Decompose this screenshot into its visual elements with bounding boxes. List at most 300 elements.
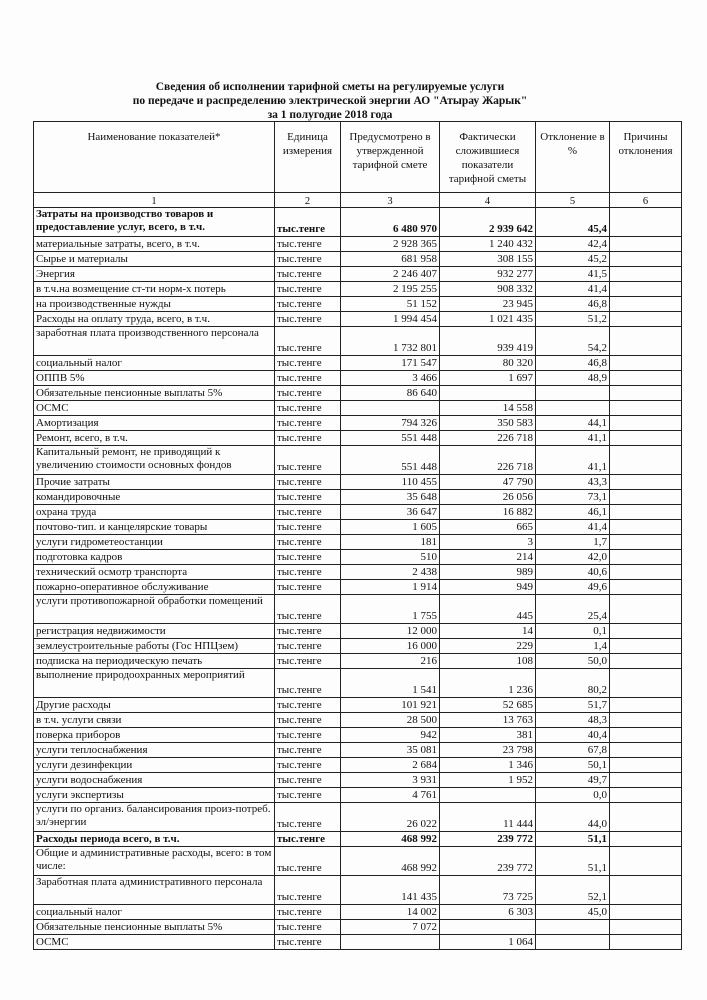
row-actual-value: 13 763 [440,713,536,728]
row-planned-value: 171 547 [341,356,440,371]
row-deviation-percent: 44,0 [536,803,610,832]
row-unit: тыс.тенге [275,401,341,416]
row-unit: тыс.тенге [275,580,341,595]
table-row [34,252,682,267]
row-deviation-percent: 54,2 [536,327,610,356]
row-name: услуги дезинфекции [34,758,275,773]
table-row [34,698,682,713]
row-unit: тыс.тенге [275,565,341,580]
row-deviation-percent: 48,9 [536,371,610,386]
table-row [34,356,682,371]
row-name: Затраты на производство товаров и предоставление услуг, всего, в т.ч. [34,208,275,237]
title-line-3: за 1 полугодие 2018 года [267,109,393,121]
column-number-row [34,193,682,208]
row-unit: тыс.тенге [275,935,341,950]
row-reason [610,237,682,252]
row-deviation-percent: 45,2 [536,252,610,267]
row-name: технический осмотр транспорта [34,565,275,580]
row-actual-value: 6 303 [440,905,536,920]
table-row [34,416,682,431]
row-reason [610,624,682,639]
row-deviation-percent: 51,7 [536,698,610,713]
row-reason [610,490,682,505]
row-reason [610,920,682,935]
row-actual-value: 1 021 435 [440,312,536,327]
row-actual-value: 1 697 [440,371,536,386]
row-name: Обязательные пенсионные выплаты 5% [34,386,275,401]
table-row [34,847,682,876]
row-actual-value: 16 882 [440,505,536,520]
row-actual-value: 226 718 [440,431,536,446]
row-reason [610,832,682,847]
row-name: Прочие затраты [34,475,275,490]
row-actual-value: 989 [440,565,536,580]
header-actual: Фактически сложившиеся показатели тарифной сметы [440,122,536,193]
row-reason [610,520,682,535]
table-row [34,208,682,237]
row-planned-value: 6 480 970 [341,208,440,237]
row-deviation-percent: 49,6 [536,580,610,595]
table-row [34,237,682,252]
row-reason [610,327,682,356]
row-unit: тыс.тенге [275,312,341,327]
row-unit: тыс.тенге [275,237,341,252]
row-planned-value: 2 246 407 [341,267,440,282]
row-planned-value: 16 000 [341,639,440,654]
row-planned-value: 551 448 [341,431,440,446]
table-row [34,550,682,565]
table-row [34,386,682,401]
row-deviation-percent: 67,8 [536,743,610,758]
table-row [34,876,682,905]
row-unit: тыс.тенге [275,713,341,728]
table-row [34,788,682,803]
row-reason [610,654,682,669]
row-name: социальный налог [34,905,275,920]
table-row [34,267,682,282]
row-name: услуги по организ. балансирования произ-потреб. эл/энергии [34,803,275,832]
row-unit: тыс.тенге [275,595,341,624]
table-row [34,639,682,654]
row-unit: тыс.тенге [275,356,341,371]
row-planned-value: 12 000 [341,624,440,639]
table-row [34,920,682,935]
row-deviation-percent: 50,1 [536,758,610,773]
row-deviation-percent: 1,4 [536,639,610,654]
row-planned-value: 2 928 365 [341,237,440,252]
row-name: выполнение природоохранных мероприятий [34,669,275,698]
row-deviation-percent: 80,2 [536,669,610,698]
row-unit: тыс.тенге [275,550,341,565]
row-planned-value: 468 992 [341,847,440,876]
row-reason [610,788,682,803]
row-reason [610,639,682,654]
row-actual-value: 47 790 [440,475,536,490]
row-name: Амортизация [34,416,275,431]
row-unit: тыс.тенге [275,208,341,237]
row-unit: тыс.тенге [275,446,341,475]
row-actual-value: 1 952 [440,773,536,788]
row-deviation-percent: 42,0 [536,550,610,565]
row-name: подготовка кадров [34,550,275,565]
row-reason [610,905,682,920]
row-name: материальные затраты, всего, в т.ч. [34,237,275,252]
row-name: ОППВ 5% [34,371,275,386]
row-planned-value: 2 195 255 [341,282,440,297]
row-deviation-percent: 46,1 [536,505,610,520]
row-name: Расходы на оплату труда, всего, в т.ч. [34,312,275,327]
row-planned-value: 86 640 [341,386,440,401]
row-name: Другие расходы [34,698,275,713]
row-planned-value: 551 448 [341,446,440,475]
row-name: Обязательные пенсионные выплаты 5% [34,920,275,935]
row-planned-value: 101 921 [341,698,440,713]
row-actual-value: 73 725 [440,876,536,905]
row-reason [610,312,682,327]
row-deviation-percent: 51,2 [536,312,610,327]
row-name: Сырье и материалы [34,252,275,267]
row-name: регистрация недвижимости [34,624,275,639]
row-planned-value: 51 152 [341,297,440,312]
row-unit: тыс.тенге [275,386,341,401]
row-deviation-percent: 45,4 [536,208,610,237]
row-unit: тыс.тенге [275,267,341,282]
row-actual-value: 108 [440,654,536,669]
row-unit: тыс.тенге [275,773,341,788]
row-actual-value: 52 685 [440,698,536,713]
row-unit: тыс.тенге [275,639,341,654]
table-row [34,401,682,416]
row-deviation-percent: 40,4 [536,728,610,743]
row-reason [610,743,682,758]
table-row [34,312,682,327]
row-unit: тыс.тенге [275,282,341,297]
table-body [34,208,682,950]
row-deviation-percent: 41,1 [536,446,610,475]
row-name: услуги гидрометеостанции [34,535,275,550]
row-deviation-percent: 46,8 [536,297,610,312]
title-line-1: Сведения об исполнении тарифной сметы на регулируемые услуги [155,81,505,93]
row-name: в т.ч. услуги связи [34,713,275,728]
row-reason [610,475,682,490]
row-name: услуги экспертизы [34,788,275,803]
row-unit: тыс.тенге [275,905,341,920]
table-row [34,520,682,535]
row-name: подписка на периодическую печать [34,654,275,669]
row-planned-value: 2 684 [341,758,440,773]
table-row [34,669,682,698]
table-row [34,743,682,758]
table-row [34,282,682,297]
row-reason [610,565,682,580]
row-planned-value: 110 455 [341,475,440,490]
table-row [34,758,682,773]
row-unit: тыс.тенге [275,803,341,832]
row-actual-value: 1 236 [440,669,536,698]
row-actual-value [440,386,536,401]
row-unit: тыс.тенге [275,788,341,803]
column-number: 1 [34,193,275,208]
row-actual-value: 229 [440,639,536,654]
row-deviation-percent [536,920,610,935]
row-planned-value: 1 732 801 [341,327,440,356]
column-number: 2 [275,193,341,208]
row-deviation-percent: 0,1 [536,624,610,639]
table-row [34,371,682,386]
row-planned-value: 14 002 [341,905,440,920]
row-planned-value: 26 022 [341,803,440,832]
row-name: ОСМС [34,935,275,950]
row-unit: тыс.тенге [275,669,341,698]
document-title [60,80,600,122]
row-unit: тыс.тенге [275,416,341,431]
row-unit: тыс.тенге [275,624,341,639]
row-name: поверка приборов [34,728,275,743]
table-row [34,505,682,520]
table-row [34,490,682,505]
header-reasons: Причины отклонения [610,122,682,193]
table-row [34,905,682,920]
row-deviation-percent: 0,0 [536,788,610,803]
row-unit: тыс.тенге [275,535,341,550]
row-name: охрана труда [34,505,275,520]
row-deviation-percent: 49,7 [536,773,610,788]
row-planned-value: 942 [341,728,440,743]
row-unit: тыс.тенге [275,832,341,847]
row-name: услуги теплоснабжения [34,743,275,758]
row-reason [610,371,682,386]
row-deviation-percent: 42,4 [536,237,610,252]
table-row [34,728,682,743]
row-reason [610,386,682,401]
row-planned-value: 3 931 [341,773,440,788]
row-deviation-percent: 50,0 [536,654,610,669]
row-planned-value: 1 914 [341,580,440,595]
row-planned-value [341,401,440,416]
table-row [34,595,682,624]
row-deviation-percent: 51,1 [536,832,610,847]
row-reason [610,713,682,728]
row-deviation-percent: 41,5 [536,267,610,282]
header-deviation: Отклонение в % [536,122,610,193]
table-header-row [34,122,682,193]
row-actual-value: 350 583 [440,416,536,431]
row-planned-value: 2 438 [341,565,440,580]
row-unit: тыс.тенге [275,371,341,386]
row-deviation-percent: 43,3 [536,475,610,490]
row-actual-value: 80 320 [440,356,536,371]
row-deviation-percent: 1,7 [536,535,610,550]
table-row [34,803,682,832]
row-actual-value: 2 939 642 [440,208,536,237]
row-unit: тыс.тенге [275,520,341,535]
tariff-estimate-table [33,121,682,950]
row-actual-value: 239 772 [440,847,536,876]
row-reason [610,282,682,297]
column-number: 4 [440,193,536,208]
row-reason [610,758,682,773]
table-row [34,565,682,580]
row-planned-value: 794 326 [341,416,440,431]
row-reason [610,580,682,595]
title-line-2: по передаче и распределению электрической энергии АО "Атырау Жарык" [132,95,528,107]
row-planned-value: 36 647 [341,505,440,520]
row-planned-value: 681 958 [341,252,440,267]
row-actual-value: 1 346 [440,758,536,773]
row-deviation-percent: 41,1 [536,431,610,446]
row-name: Общие и административные расходы, всего: в том числе: [34,847,275,876]
row-planned-value: 1 994 454 [341,312,440,327]
row-reason [610,698,682,713]
table-row [34,624,682,639]
row-reason [610,876,682,905]
table-row [34,580,682,595]
column-number: 3 [341,193,440,208]
row-actual-value: 1 240 432 [440,237,536,252]
table-row [34,297,682,312]
row-deviation-percent: 40,6 [536,565,610,580]
row-actual-value: 949 [440,580,536,595]
row-reason [610,803,682,832]
row-actual-value: 14 [440,624,536,639]
row-reason [610,535,682,550]
row-actual-value: 239 772 [440,832,536,847]
row-planned-value: 1 755 [341,595,440,624]
row-unit: тыс.тенге [275,505,341,520]
row-planned-value: 468 992 [341,832,440,847]
row-planned-value: 28 500 [341,713,440,728]
row-actual-value: 665 [440,520,536,535]
row-deviation-percent [536,935,610,950]
row-planned-value: 35 081 [341,743,440,758]
row-name: на производственные нужды [34,297,275,312]
row-unit: тыс.тенге [275,743,341,758]
row-actual-value: 3 [440,535,536,550]
row-name: пожарно-оперативное обслуживание [34,580,275,595]
row-deviation-percent [536,386,610,401]
row-name: услуги водоснабжения [34,773,275,788]
row-unit: тыс.тенге [275,297,341,312]
row-planned-value: 181 [341,535,440,550]
row-actual-value: 939 419 [440,327,536,356]
row-reason [610,267,682,282]
table-row [34,773,682,788]
row-actual-value: 908 332 [440,282,536,297]
row-planned-value [341,935,440,950]
row-reason [610,356,682,371]
row-deviation-percent: 41,4 [536,520,610,535]
row-planned-value: 7 072 [341,920,440,935]
table-row [34,431,682,446]
row-name: Капитальный ремонт, не приводящий к увеличению стоимости основных фондов [34,446,275,475]
row-actual-value: 23 945 [440,297,536,312]
row-deviation-percent: 51,1 [536,847,610,876]
row-actual-value: 1 064 [440,935,536,950]
row-reason [610,401,682,416]
row-actual-value: 445 [440,595,536,624]
table-row [34,446,682,475]
row-deviation-percent [536,401,610,416]
row-deviation-percent: 44,1 [536,416,610,431]
row-name: Заработная плата административного персонала [34,876,275,905]
row-actual-value: 381 [440,728,536,743]
row-unit: тыс.тенге [275,327,341,356]
row-unit: тыс.тенге [275,920,341,935]
row-reason [610,505,682,520]
row-actual-value [440,788,536,803]
header-indicator-name: Наименование показателей* [34,122,275,193]
row-name: социальный налог [34,356,275,371]
row-name: Ремонт, всего, в т.ч. [34,431,275,446]
row-unit: тыс.тенге [275,490,341,505]
row-reason [610,446,682,475]
row-actual-value [440,920,536,935]
row-reason [610,595,682,624]
row-reason [610,431,682,446]
row-deviation-percent: 45,0 [536,905,610,920]
row-unit: тыс.тенге [275,654,341,669]
row-name: в т.ч.на возмещение ст-ти норм-х потерь [34,282,275,297]
row-planned-value: 1 605 [341,520,440,535]
row-name: Энергия [34,267,275,282]
header-planned: Предусмотрено в утвержденной тарифной смете [341,122,440,193]
row-reason [610,252,682,267]
row-reason [610,416,682,431]
row-reason [610,773,682,788]
table-row [34,654,682,669]
table-row [34,475,682,490]
row-actual-value: 226 718 [440,446,536,475]
header-unit: Единица измерения [275,122,341,193]
row-name: почтово-тип. и канцелярские товары [34,520,275,535]
row-unit: тыс.тенге [275,431,341,446]
row-actual-value: 23 798 [440,743,536,758]
row-planned-value: 141 435 [341,876,440,905]
row-planned-value: 216 [341,654,440,669]
row-name: заработная плата производственного персонала [34,327,275,356]
row-reason [610,847,682,876]
column-number: 6 [610,193,682,208]
row-reason [610,935,682,950]
row-name: командировочные [34,490,275,505]
table-row [34,935,682,950]
row-deviation-percent: 46,8 [536,356,610,371]
row-planned-value: 510 [341,550,440,565]
table-row [34,713,682,728]
row-reason [610,208,682,237]
table-row [34,327,682,356]
row-actual-value: 26 056 [440,490,536,505]
row-reason [610,550,682,565]
row-deviation-percent: 48,3 [536,713,610,728]
row-deviation-percent: 41,4 [536,282,610,297]
row-name: Расходы периода всего, в т.ч. [34,832,275,847]
row-planned-value: 1 541 [341,669,440,698]
row-actual-value: 11 444 [440,803,536,832]
row-reason [610,728,682,743]
row-unit: тыс.тенге [275,847,341,876]
row-unit: тыс.тенге [275,758,341,773]
row-unit: тыс.тенге [275,475,341,490]
table-row [34,832,682,847]
row-actual-value: 214 [440,550,536,565]
row-unit: тыс.тенге [275,876,341,905]
row-name: ОСМС [34,401,275,416]
row-deviation-percent: 25,4 [536,595,610,624]
row-actual-value: 14 558 [440,401,536,416]
row-planned-value: 35 648 [341,490,440,505]
row-reason [610,297,682,312]
